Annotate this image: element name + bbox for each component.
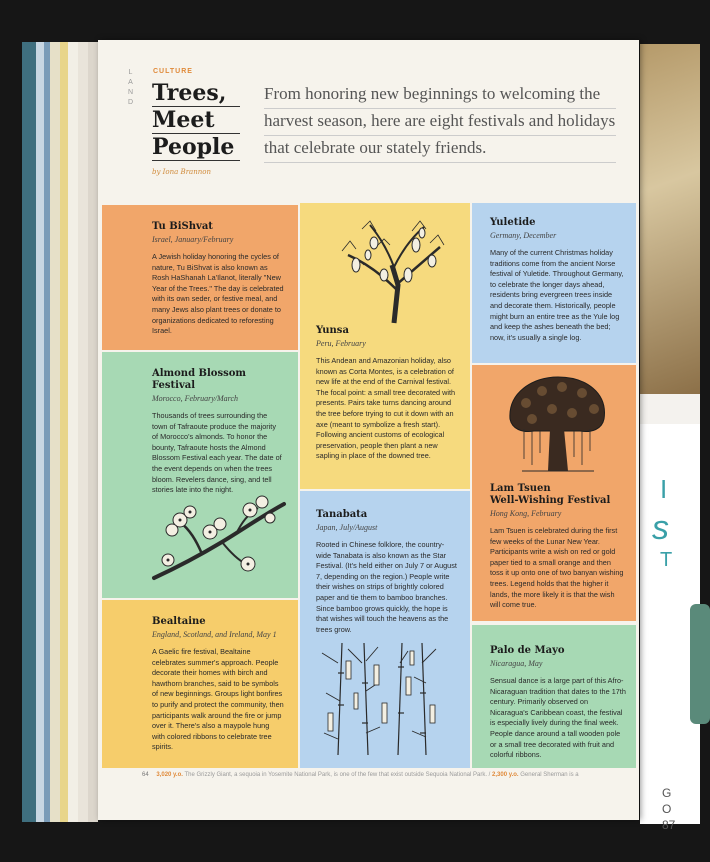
festival-description: Many of the current Christmas holiday traditions come from the ancient Norse festival of Yuletide. Throughout Germany, to celebrate the longer days ahead, residents bring evergreen trees inside and decorate them. Historically, people might burn an entire tree as the Yule log and keep the ashes beneath the bed; now, it's usually a single log.: [490, 248, 624, 342]
fact-separator: /: [488, 772, 491, 778]
festival-description: Rooted in Chinese folklore, the country-wide Tanabata is also known as the Star Festival. (It's held either on July 7 or August 7, depending on the region.) People write their wishes on strips of brightly colored paper and tie them to bamboo branches. Since bamboo grows quickly, the hope is that wishes will touch the heavens as the trees grow.: [316, 540, 457, 634]
facing-line-3: 87: [662, 818, 676, 832]
fact-text: General Sherman is a: [520, 772, 579, 778]
fact-value: 3,020 y.o.: [156, 772, 183, 778]
intro-text: From honoring new beginnings to welcoming the harvest season, here are eight festivals and holidays that celebrate our stately friends.: [264, 84, 616, 157]
festival-description: Sensual dance is a large part of this Afro-Nicaraguan tradition that dates to the 17th century. Primarily observed on Nicaragua's Caribbean coast, the festival is especially lively during the final week. People dance around a tall wooden pole or a small tree decorated with fruit and colorful ribbons.: [490, 676, 626, 760]
title-line-2: Meet: [152, 107, 215, 133]
facing-page-photo: [640, 44, 700, 394]
decorated-tree-icon: [322, 215, 452, 325]
festival-location-date: Nicaragua, May: [490, 659, 543, 668]
festival-name: Tu BiShvat: [152, 221, 213, 232]
festival-location-date: Morocco, February/March: [152, 394, 239, 403]
festival-name-line-2: Well-Wishing Festival: [490, 495, 611, 506]
magazine-page-edges: [22, 42, 102, 822]
title-rule: [152, 133, 240, 134]
festival-location-date: Germany, December: [490, 231, 557, 240]
facing-line-2: O: [662, 802, 672, 816]
fact-value: 2,300 y.o.: [492, 772, 519, 778]
festival-location-date: England, Scotland, and Ireland, May 1: [152, 630, 277, 639]
festival-card-bealtaine: [102, 600, 298, 768]
festival-location-date: Israel, January/February: [152, 235, 234, 244]
festival-location-date: Japan, July/August: [316, 523, 378, 532]
banyan-tree-icon: [502, 373, 612, 473]
festival-name: Yuletide: [490, 217, 536, 228]
page-number: 64: [142, 772, 149, 778]
title-line-3: People: [152, 134, 235, 160]
fact-text: The Grizzly Giant, a sequoia in Yosemite National Park, is one of the few that exist outside Sequoia National Park.: [184, 772, 487, 778]
facing-letter-1: I: [660, 474, 668, 504]
festival-name: Bealtaine: [152, 616, 206, 627]
festival-description: A Gaelic fire festival, Bealtaine celebrates summer's approach. People decorate their homes with birch and hawthorn branches, said to be symbols of new beginnings. Groups light bonfires to purify and protect the community, then participants walk around the fire or jump over it. There's also a maypole hung with colored ribbons to celebrate tree spirits.: [152, 647, 284, 752]
festival-card-yunsa: [300, 203, 470, 489]
byline: by Iona Brannon: [152, 168, 211, 176]
facing-letter-2: s: [652, 509, 669, 547]
festival-location-date: Peru, February: [316, 339, 366, 348]
title-line-1: Trees,: [152, 80, 227, 106]
festival-name-line-1: Lam Tsuen: [490, 483, 551, 494]
festival-name: Almond Blossom Festival: [152, 368, 246, 391]
facing-page: [640, 44, 700, 832]
title-rule: [152, 160, 240, 161]
almond-branch-icon: [150, 494, 290, 590]
page-title: [152, 80, 272, 161]
intro-rule: [264, 108, 616, 109]
festival-name: Tanabata: [316, 509, 368, 520]
festival-name: Palo de Mayo: [490, 645, 565, 656]
kicker: CULTURE: [153, 68, 193, 75]
title-rule: [152, 106, 240, 107]
festival-description: Lam Tsuen is celebrated during the first few weeks of the Lunar New Year. Participants write a wish on red or gold paper tied to a small orange and then toss it up onto one of two banyan wishing trees. Legend holds that the higher it lands, the more likely it is that the wish will come true.: [490, 526, 624, 610]
festival-card-tu-bishvat: [102, 205, 298, 350]
facing-line-1: G: [662, 786, 672, 800]
festival-description: Thousands of trees surrounding the town of Tafraoute produce the majority of Morocco's almonds. To honor the bounty, Tafraoute hosts the Almond Blossom Festival each year. The date of the event depends on when the trees bloom. Revelers dance, sing, and tell stories late into the night.: [152, 411, 282, 495]
facing-page-image: [690, 604, 710, 724]
intro-rule: [264, 162, 616, 163]
section-label-text: L A N D: [127, 69, 135, 106]
festival-name: Yunsa: [316, 325, 349, 336]
festival-description: A Jewish holiday honoring the cycles of nature, Tu BiShvat is also known as Rosh HaShanah La'Ilanot, literally "New Year of the Trees." The day is celebrated with its own seder, or festive meal, and many Jews also plant trees or donate to organizations dedicated to reforesting Israel.: [152, 252, 284, 336]
festival-card-palo-de-mayo: [472, 625, 636, 768]
footer-fact-strip: [142, 772, 622, 778]
facing-letter-3: T: [660, 549, 673, 571]
festival-card-lam-tsuen: [472, 365, 636, 621]
festival-card-tanabata: [300, 491, 470, 768]
section-label-vertical: [125, 68, 137, 108]
festival-card-almond-blossom: [102, 352, 298, 598]
festival-card-yuletide: [472, 203, 636, 363]
bamboo-wishes-icon: [318, 643, 444, 755]
festival-location-date: Hong Kong, February: [490, 509, 562, 518]
intro-rule: [264, 135, 616, 136]
festival-description: This Andean and Amazonian holiday, also known as Corta Montes, is a celebration of new life at the end of the Carnival festival. The focal point: a small tree decorated with presents. Pairs take turns dancing around the tree before trying to cut it down with an axe (meant to symbolize a fresh start). Following ancient customs of ecological preservation, people then plant a new sapling in place of the downed tree.: [316, 356, 456, 461]
